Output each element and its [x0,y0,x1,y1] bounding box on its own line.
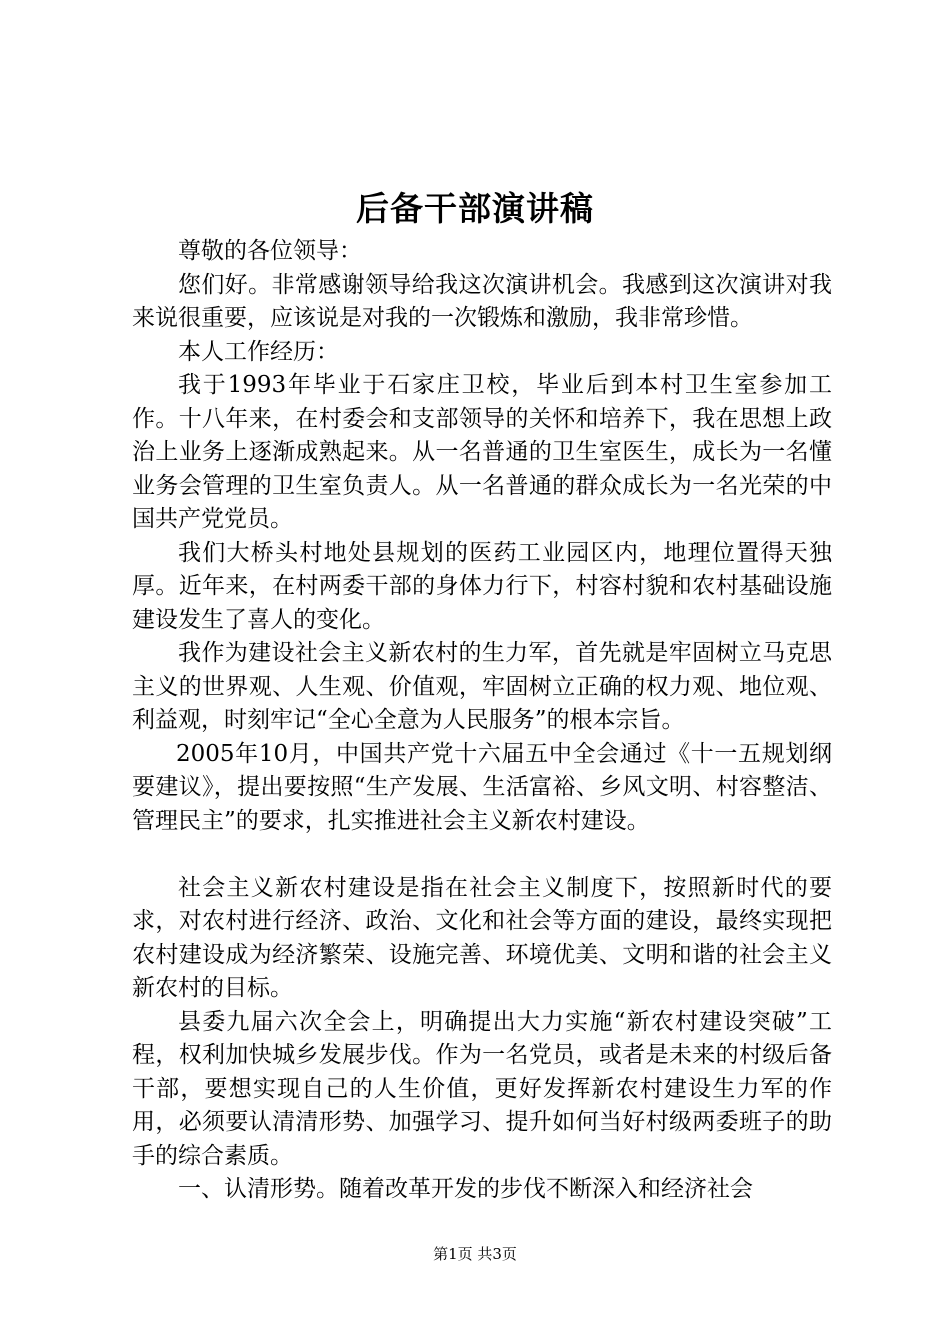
paragraph-experience: 我于1993年毕业于石家庄卫校，毕业后到本村卫生室参加工作。十八年来，在村委会和支部领导的关怀和培养下，我在思想上政治上业务上逐渐成熟起来。从一名普通的卫生室医生，成长为一名懂业务会管理的卫生室负责人。从一名普通的群众成长为一名光荣的中国共产党党员。 [132,372,832,532]
paragraph-salutation: 尊敬的各位领导： [178,238,362,264]
paragraph-experience-heading: 本人工作经历： [178,338,339,365]
paragraph-greeting: 您们好。非常感谢领导给我这次演讲机会。我感到这次演讲对我来说很重要，应该说是对我的一次锻炼和激励，我非常珍惜。 [132,271,832,331]
paragraph-2005: 2005年10月，中国共产党十六届五中全会通过《十一五规划纲要建议》，提出要按照“生产发展、生活富裕、乡风文明、村容整洁、管理民主”的要求，扎实推进社会主义新农村建设。 [132,740,832,834]
paragraph-section-one: 一、认清形势。随着改革开发的步伐不断深入和经济社会 [178,1176,753,1202]
document-body [132,235,832,1207]
paragraph-village: 我们大桥头村地处县规划的医药工业园区内，地理位置得天独厚。近年来，在村两委干部的身体力行下，村容村貌和农村基础设施建设发生了喜人的变化。 [132,539,832,633]
paragraph-spacer [132,838,832,872]
page-footer: 第1页 共3页 [433,1245,517,1263]
paragraph-commitment: 我作为建设社会主义新农村的生力军，首先就是牢固树立马克思主义的世界观、人生观、价值观，牢固树立正确的权力观、地位观、利益观，时刻牢记“全心全意为人民服务”的根本宗旨。 [132,640,832,733]
document-title: 后备干部演讲稿 [356,189,594,228]
paragraph-new-countryside: 社会主义新农村建设是指在社会主义制度下，按照新时代的要求，对农村进行经济、政治、文化和社会等方面的建设，最终实现把农村建设成为经济繁荣、设施完善、环境优美、文明和谐的社会主义新农村的目标。 [132,874,832,1001]
paragraph-county-meeting: 县委九届六次全会上，明确提出大力实施“新农村建设突破”工程，权利加快城乡发展步伐。作为一名党员，或者是未来的村级后备干部，要想实现自己的人生价值，更好发挥新农村建设生力军的作用，必须要认清清形势、加强学习、提升如何当好村级两委班子的助手的综合素质。 [132,1008,832,1169]
